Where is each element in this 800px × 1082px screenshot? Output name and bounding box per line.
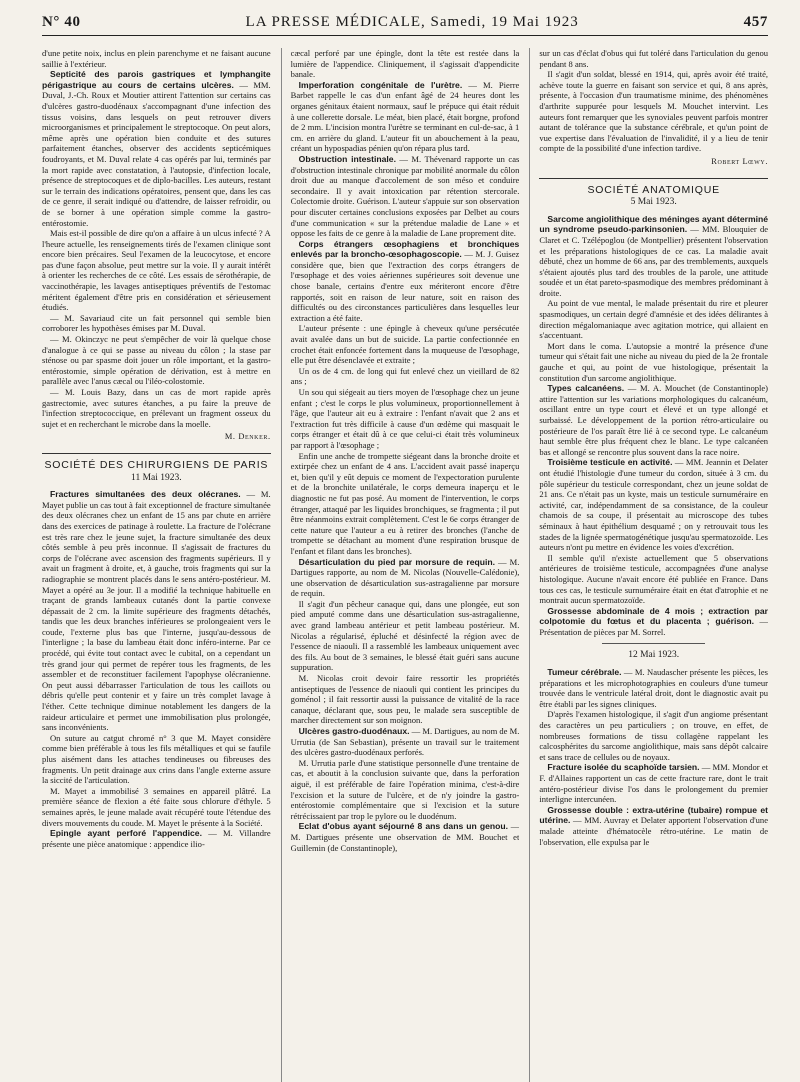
item-heading: Imperforation congénitale de l'urètre.	[298, 79, 463, 90]
item-text: — M. Villandre présente une pièce anatomique : appendice ilio-	[42, 828, 271, 849]
item-text: — M. J. Guisez considère que, bien que l'extraction des corps étrangers de l'œsophage et des voies aériennes supérieures soit devenue une chose banale, certains d'entre eux mériteront encore d'être rapportés, soit en raison de leur nature, soit en raison des difficultés ou des circonstances particulières dans lesquelles leur extraction a été faite.	[290, 249, 520, 323]
society-heading: SOCIÉTÉ ANATOMIQUE	[539, 178, 768, 196]
item-heading: Obstruction intestinale.	[298, 153, 396, 164]
item-text: — M. Pierre Barbet rappelle le cas d'un enfant âgé de 24 heures dont les organes génitaux étaient normaux, sauf le prépuce qui était réduit à une collerette dorsale. Le méat, bien placé, était borgne, profond de 2 mm. L'incision montra l'urètre se terminant en cul-de-sac, à 1 cm. en arrière du gland. L'auteur fit un abouchement à la peau, créant un hypospadias pénien qu'on répara plus tard.	[290, 79, 520, 154]
report-item	[539, 606, 768, 638]
paragraph: Mais est-il possible de dire qu'on a affaire à un ulcus infecté ? A l'heure actuelle, les renseignements tirés de l'examen clinique sont encore bien précaires. Seul l'examen de la leucocytose, et encore pas d'une façon absolue, peut mettre sur la voie. Il y aurait intérêt à orienter les recherches de ce côté. Les essais de sérothérapie, de vaccinothérapie, les lavages antiseptiques préventifs de l'estomac méritent également d'être pris en considération et sérieusement étudiés.	[42, 228, 271, 313]
paragraph: M. Nicolas croit devoir faire ressortir les propriétés antiseptiques de l'essence de niaouli qui contient les principes du goménol ; il fait ressortir aussi la puissance de vitalité de la race canaque, déclarant que, sous peu, le malade sera susceptible de marcher directement sur son moignon.	[290, 673, 520, 726]
column-1	[42, 48, 271, 1082]
column-3	[529, 48, 768, 1082]
paragraph: — M. Savariaud cite un fait personnel qui semble bien corroborer les hypothèses émises par M. Duval.	[42, 312, 271, 334]
paragraph: Un sou qui siégeait au tiers moyen de l'œsophage chez un jeune enfant ; c'est le corps le plus volumineux, proportionnellement à l'âge, que l'auteur ait eu à extraire : l'enfant n'avait que 2 ans et l'extraction fut très difficile à cause d'un œdème qui masquait le corps étranger et était dû à ce que celui-ci était très volumineux par rapport à l'œsophage ;	[290, 387, 520, 450]
report-item	[42, 489, 271, 733]
report-item	[539, 762, 768, 804]
item-text: — M. Naudascher présente les pièces, les préparations et les microphotographies en couleurs d'une tumeur trouvée dans le ventricule latéral droit, dont le diagnostic avait pu être établi par les signes cliniques.	[539, 667, 768, 709]
item-heading: Septicité des parois gastriques et lymphangite périgastrique au cours de certains ulcères.	[42, 69, 271, 90]
page-header	[42, 14, 768, 36]
paragraph: Mort dans le coma. L'autopsie a montré la présence d'une tumeur qui s'était fait une niche au niveau du pied de la 2e frontale gauche et qui, au point de vue histologique, présentait la constitution d'un sarcome angiolithique.	[539, 340, 768, 383]
report-item	[539, 383, 768, 457]
report-item	[291, 726, 520, 758]
paragraph: Un os de 4 cm. de long qui fut enlevé chez un vieillard de 82 ans ;	[290, 365, 520, 387]
item-heading: Troisième testicule en activité.	[547, 457, 673, 468]
report-item	[539, 805, 768, 847]
report-item	[539, 667, 768, 709]
item-heading: Corps étrangers œsophagiens et bronchiques enlevés par la broncho-œsophagoscopie.	[290, 238, 520, 260]
item-heading: Grossesse double : extra-utérine (tubaire) rompue et utérine.	[539, 804, 768, 826]
paragraph: Il semble qu'il n'existe actuellement que 5 observations antérieures de troisième testicule, accompagnées d'une analyse histologique. Aucune n'avait encore été publiée en France. Dans tous ces cas, le testicule surnuméraire était en état d'atrophie et ne montrait aucun spermatozoïde.	[539, 552, 768, 606]
paragraph: L'auteur présente : une épingle à cheveux qu'une persécutée avait avalée dans un but de suicide. La partie confectionnée en crochet était enfoncée fortement dans la muqueuse de l'œsophage, elle put être désenclavée et extraite ;	[290, 323, 520, 366]
paragraph: Au point de vue mental, le malade présentait du rire et pleurer spasmodiques, un certain degré d'amnésie et des idées délirantes à direction mégalomaniaque avec agitation motrice, qui allaient en s'accentuant.	[539, 298, 768, 341]
paragraph: Enfin une anche de trompette siégeant dans la bronche droite et extirpée chez un enfant de 4 ans. L'accident avait passé inaperçu et, bien qu'il y eût depuis ce moment de l'expectoration purulente et de la bronchite unilatérale, le corps demeura inaperçu et le diagnostic ne fut pas posé. Au moment de l'intervention, le corps étranger, attaqué par les liquides bronchiques, se fragmenta ; il put être néanmoins extrait complètement. C'est le 6e corps étranger de cette nature que l'auteur a eu à retirer des bronches (l'anche de trompette se détachant au moment d'une respiration brusque de l'enfant et filant dans les bronches).	[290, 450, 520, 556]
item-heading: Fractures simultanées des deux olécranes.	[50, 489, 241, 500]
report-item	[291, 557, 520, 599]
item-heading: Epingle ayant perforé l'appendice.	[50, 828, 202, 839]
report-item	[291, 80, 520, 154]
paragraph: Il s'agit d'un soldat, blessé en 1914, qui, après avoir été traité, achève toute la guerre en faisant son service et qui, 8 ans après, présente, à l'occasion d'un traumatisme minime, des phénomènes d'arthrite suppurée pour lesquels M. Mouchet intervint. Les auteurs font remarquer que les synoviales peuvent parfois montrer autant de tolérance que la substance cérébrale, et qu'un point de vue expertise dans l'évaluation de l'invalidité, il y a lieu de tenir compte de la possibilité d'une infection tardive.	[539, 69, 768, 154]
item-heading: Ulcères gastro-duodénaux.	[298, 726, 410, 736]
item-heading: Types calcanéens.	[547, 383, 625, 394]
separator-rule	[602, 643, 705, 644]
paragraph: On suture au catgut chromé n° 3 que M. Mayet considère comme bien préférable à tous les fils métalliques et qui se faufile plus aisément dans les attaches tendineuses ou fibreuses des fragments. Un petit drainage aux crins dans l'angle externe assure la siccité de l'articulation.	[42, 732, 271, 786]
report-item	[42, 828, 271, 849]
author-signature: Robert Lœwy.	[711, 156, 768, 166]
item-text: — MM. Blouquier de Claret et C. Tzélépoglou (de Montpellier) présentent l'observation et les préparations histologiques de ce cas. La maladie avait débuté, chez un homme de 66 ans, par des tremblements, auxquels s'étaient ajoutés plus tard des troubles de la parole, une attitude soudée et un état pareto-spasmodique des membres prédominant à droite.	[539, 224, 768, 298]
item-text: — MM. Mondor et F. d'Allaines rapportent un cas de cette fracture rare, dont le trait antéro-postérieur divise l'os dans le prolongement du premier interligne intercunéen.	[539, 762, 768, 805]
report-item	[42, 69, 271, 228]
item-heading: Sarcome angiolithique des méninges ayant déterminé un syndrome pseudo-parkinsonien.	[539, 213, 768, 235]
page-number: 457	[743, 14, 768, 30]
item-text: — MM. Duval, J.-Ch. Roux et Moutier attirent l'attention sur certains cas d'ulcères gastro-duodénaux s'accompagnant d'une infection des tissus voisins, dans lesquels on peut retrouver divers microorganismes et principalement le streptocoque. On peut alors, même après une opération bien conduite et des sutures parfaitement étanches, observer des accidents septicémiques foudroyants, et M. Duval relate 4 cas opérés par lui, terminés par la mort rapide avec constatation, à l'autopsie, d'infection locale, présence de streptocoques et de diplo-bacilles. Les auteurs, restant sur le terrain des indications opératoires, pensent que, dans les cas de ce genre, il serait indiqué ou d'attendre, de laisser refroidir, ou de se borner à une opération simple comme la gastro-entérostomie.	[42, 79, 271, 228]
society-heading: SOCIÉTÉ DES CHIRURGIENS DE PARIS	[42, 453, 271, 471]
column-2	[281, 48, 520, 1082]
article-columns	[42, 48, 768, 1082]
item-text: — M. Dartigues rapporte, au nom de M. Nicolas (Nouvelle-Calédonie), une observation de désarticulation sus-astragalienne par morsure de requin.	[290, 556, 520, 599]
issue-number: N° 40	[42, 14, 81, 30]
item-text: — M. Mayet publie un cas tout à fait exceptionnel de fracture simultanée des deux olécranes chez un enfant de 15 ans par chute en arrière dans des exercices de patinage à roulette. La fracture de l'olécrane est très rare chez le jeune sujet, la fracture simultanée des deux côtés semble à peu près inconnue. Il s'agissait de fractures du corps de l'olécrane avec ascension des fragments supérieurs. Il y avait un fragment à droite, et, à gauche, trois fragments qui sur la radiographie se montrent placés dans le sens antéro-postérieur. M. Mayet a opéré au 3e jour. Il a modifié la technique habituelle en traçant de grands lambeaux cutanés dont la partie convexe dépassait de 2 cm. la limite supérieure des fragments détachés, tandis que les deux branches inférieures se prolongeaient vers le coude, l'externe plus bas que l'interne, jusqu'au-dessous de l'interligne ; la base du lambeau était donc inféro-interne. Par ce procédé, qui évite tout contact avec le cubital, on a cependant un très grand jour qui permet de repérer tous les fragments, de les assembler et de reconstituer facilement l'apophyse olécranienne. On peut aussi débarrasser l'articulation de tous les caillots ou débris qu'elle peut contenir et y faire un très complet lavage à l'éther. Cette technique diminue notablement les dangers de la raideur articulaire et permet une immobilisation plus prolongée, sans inconvénients.	[42, 489, 271, 733]
paragraph: sur un cas d'éclat d'obus qui fut toléré dans l'articulation du genou pendant 8 ans.	[539, 48, 768, 69]
paragraph: M. Urrutia parle d'une statistique personnelle d'une trentaine de cas, et aboutit à la conclusion suivante que, dans la perforation aiguë, il est préférable de faire l'opération minima, c'est-à-dire l'excision et la suture de l'ulcère, et de n'y joindre la gastro-entérostomie complémentaire que si l'excision et la suture rétrécissaient par trop le pylore ou le duodénum.	[290, 757, 520, 821]
item-heading: Eclat d'obus ayant séjourné 8 ans dans un genou.	[298, 821, 508, 832]
item-text: — MM. Auvray et Delater apportent l'observation d'une malade atteinte d'hématocèle rétro-utérine. Le matin de l'observation, elle expulsa par le	[539, 815, 768, 847]
item-heading: Tumeur cérébrale.	[547, 667, 622, 678]
paragraph: M. Mayet a immobilisé 3 semaines en appareil plâtré. La première séance de flexion a été faite sous chlorure d'éthyle. 5 semaines après, le jeune malade avait récupéré toute l'étendue des divers mouvements du coude. M. Mayet le présente à la Société.	[42, 785, 271, 828]
item-text: — M. Dartigues, au nom de M. Urrutia (de San Sebastian), présente un travail sur le traitement des ulcères gastro-duodénaux perforés.	[290, 726, 520, 758]
author-signature: M. Denker.	[224, 432, 271, 442]
item-text: — Présentation de pièces par M. Sorrel.	[539, 616, 768, 637]
paragraph: d'une petite noix, inclus en plein parenchyme et ne faisant aucune saillie à l'extérieur.	[42, 48, 271, 69]
report-item	[291, 154, 520, 239]
item-text: — M. A. Mouchet (de Constantinople) attire l'attention sur les variations morphologiques du calcanéum, oscillant entre un type court et élevé et un type allongé et surbaissé. Le développement de la portion rétro-articulaire ou postérieure de l'os paraît être lié à ce second type. Le calcanéum haut semble être plus fréquent chez le blanc. Le type calcanéen bas et allongé se rencontre plus souvent dans la race noire.	[539, 383, 768, 457]
item-text: — M. Dartigues présente une observation de MM. Bouchet et Guillemin (de Constantinople),	[290, 821, 520, 853]
item-text: — MM. Jeannin et Delater ont étudié l'histologie d'une tumeur du cordon, située à 3 cm. du pôle supérieur du testicule correspondant, chez un jeune soldat de 21 ans. Ce n'était pas un kyste, mais un testicule surnuméraire en activité, car, indépendamment de sa consistance, de la couleur chamois de sa coupe, il présentait au microscope des tubes séminaux à haut épithélium desquamé ; on y retrouvait tous les stades de la lignée spermatogénétique jusqu'au spermatozoïde. Les auteurs n'ont pu mettre en évidence les voies d'excrétion.	[539, 457, 768, 553]
item-text: — M. Thévenard rapporte un cas d'obstruction intestinale chronique par mobilité anormale du côlon droit due au manque d'accolement de son méso et conduire secondaire. Il y avait intoxication par rétention stercorale. Colectomie droite. Guérison. L'auteur s'appuie sur son observation pour discuter certaines conclusions exposées par Delbet au cours d'une communication « sur la prétendue maladie de Lane » et oppose les faits de ce genre à la maladie de Lane proprement dite.	[290, 153, 520, 239]
report-item	[291, 239, 520, 324]
item-heading: Grossesse abdominale de 4 mois ; extraction par colpotomie du fœtus et du placenta ; guérison.	[539, 605, 768, 627]
paragraph: — M. Okinczyc ne peut s'empêcher de voir là quelque chose d'analogue à ce qui se passe au niveau du côlon ; la stase par sténose ou par spasme doit jouer un rôle important, et la gastro-entérostomie, simple opération de dérivation, est à mettre en parallèle avec l'anus cæcal ou l'iléo-colostomie.	[42, 334, 271, 387]
paragraph: cæcal perforé par une épingle, dont la tête est restée dans la lumière de l'appendice. Cliniquement, il s'agissait d'appendicite banale.	[290, 48, 520, 80]
report-item	[539, 457, 768, 552]
session-date: 5 Mai 1923.	[630, 197, 677, 208]
paragraph: — M. Louis Bazy, dans un cas de mort rapide après gastrectomie, avec sutures étanches, a pu faire la preuve de l'infection streptococcique, en prélevant un fragment osseux du sujet et en recherchant le microbe dans la moelle.	[42, 387, 271, 429]
report-item	[539, 214, 768, 299]
journal-title: LA PRESSE MÉDICALE, Samedi, 19 Mai 1923	[245, 14, 579, 30]
session-date: 12 Mai 1923.	[628, 650, 680, 661]
paragraph: Il s'agit d'un pêcheur canaque qui, dans une plongée, eut son pied amputé comme dans une désarticulation sus-astragalienne, avec grand lambeau antérieur et petit lambeau postérieur. M. Nicolas a régularisé, épluché et désinfecté la région avec de l'essence de niaouli. Il a rassemblé les lambeaux uniquement avec des fils. Au bout de 3 semaines, le blessé était guéri sans aucune suppuration.	[290, 598, 520, 673]
item-heading: Fracture isolée du scaphoïde tarsien.	[547, 762, 700, 773]
report-item	[291, 821, 520, 853]
session-date: 11 Mai 1923.	[131, 472, 182, 483]
paragraph: D'après l'examen histologique, il s'agit d'un angiome présentant des caractères un peu particuliers ; on trouve, en effet, de nombreuses formations de tissu collagène rappelant les calcosphérites du sarcome angiolithique, mais sans dépôt calcaire et sans trace de cellules ou de noyaux.	[539, 709, 768, 762]
item-heading: Désarticulation du pied par morsure de requin.	[298, 556, 496, 567]
